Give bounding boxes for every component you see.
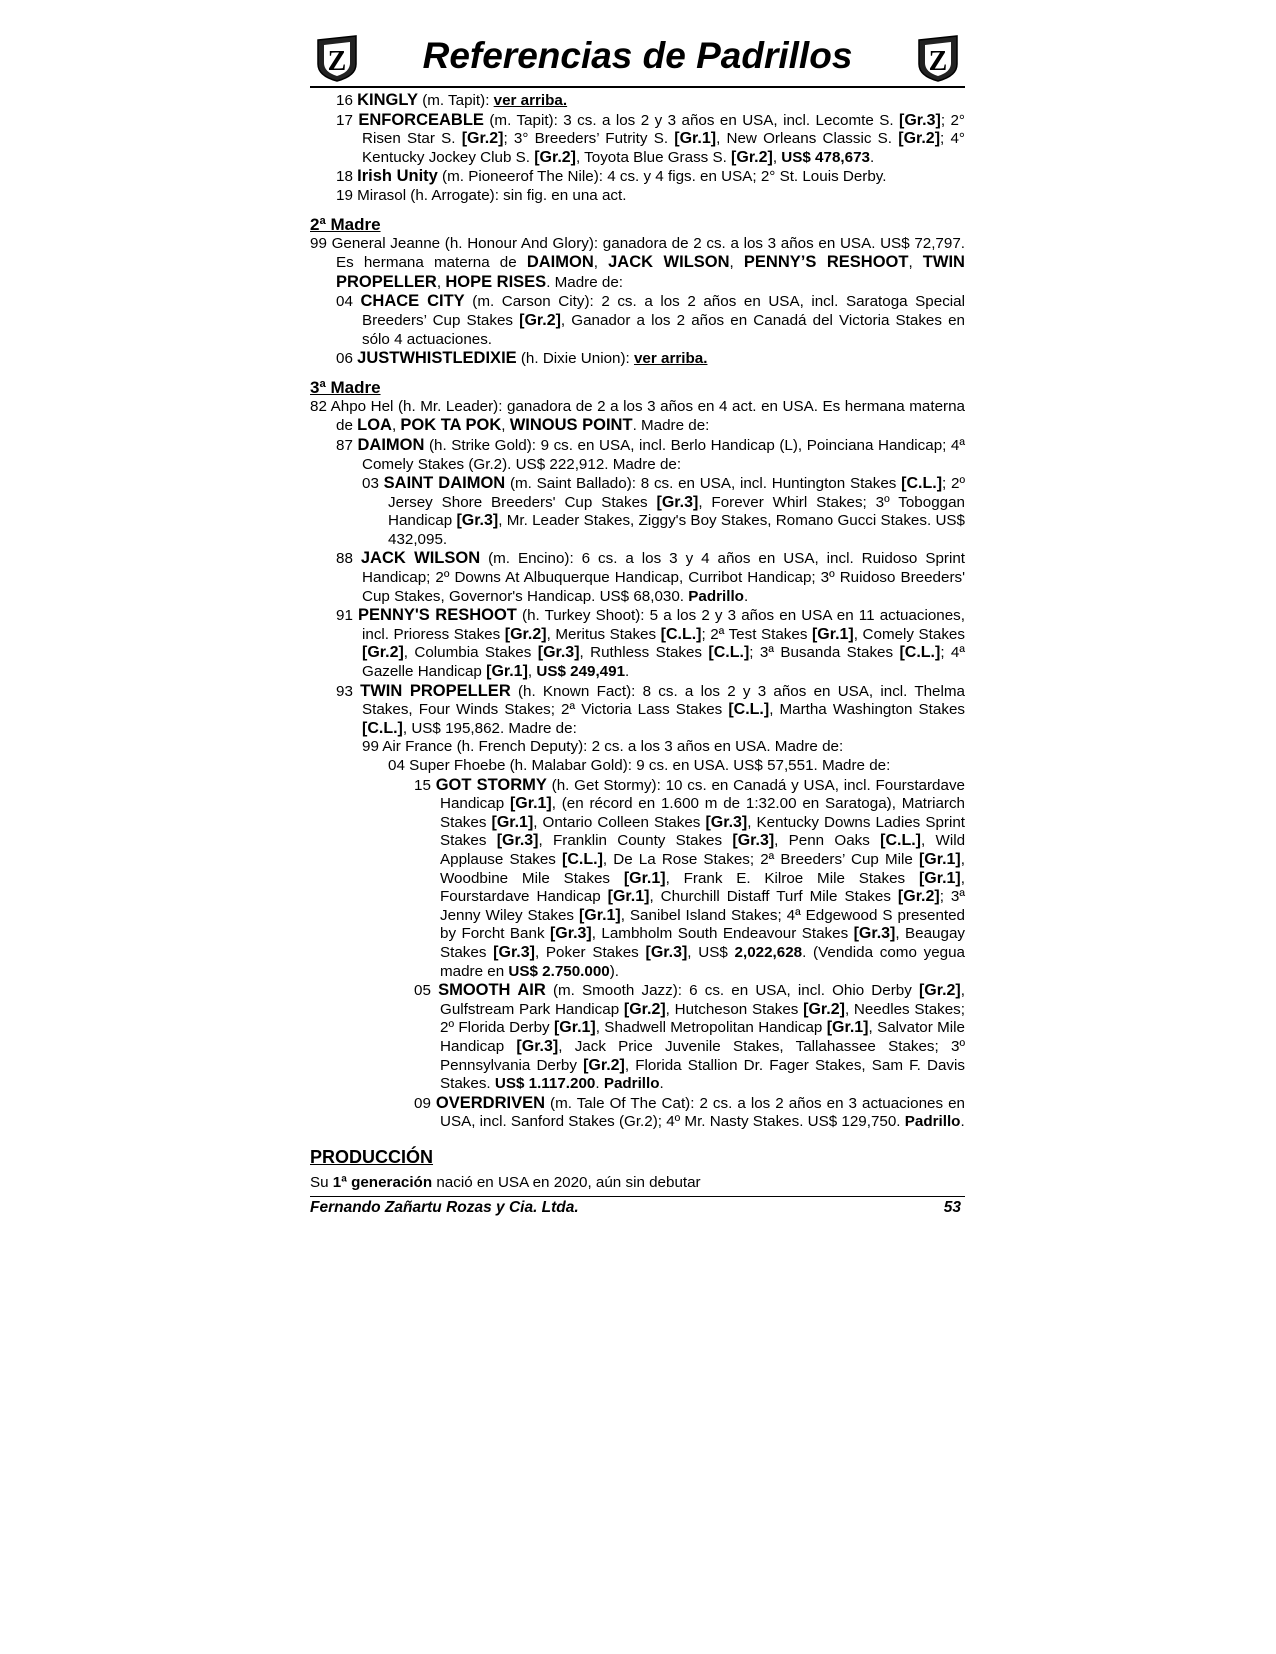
grade-label: [Gr.1] — [578, 906, 621, 924]
entry-text: , US$ — [687, 943, 735, 961]
offspring-entry: 99 Air France (h. French Deputy): 2 cs. a los 3 años en USA. Madre de: — [362, 738, 844, 756]
footer-company: Fernando Zañartu Rozas y Cia. Ltda. — [310, 1199, 579, 1216]
entry-text: , Jack Price Juvenile Stakes, Tallahassee Stakes; 3º Pennsylvania Derby — [440, 1037, 965, 1074]
grade-label: [Gr.2] — [897, 888, 940, 906]
offspring-entry: 91 PENNY'S RESHOOT (h. Turkey Shoot): 5 a los 2 y 3 años en USA en 11 actuaciones, incl. Prioress Stakes [Gr.2], Meritus Stakes [C.L.]; 2ª Test Stakes [Gr.1], Comely Stakes [Gr.2], Columbia Stakes [Gr.3], Ruthless Stakes [C.L.]; 3ª Busanda Stakes [C.L.]; 4ª Gazelle Handicap [Gr.1], US$ 249,491. — [336, 606, 965, 681]
offspring-entry: 18 Irish Unity (m. Pioneerof The Nile): 4 cs. y 4 figs. en USA; 2° St. Louis Derby. — [336, 167, 887, 186]
grade-label: [Gr.1] — [553, 1019, 596, 1037]
grade-label: [Gr.1] — [607, 888, 650, 906]
entry-text: . (Vendida como yegua madre en — [440, 943, 965, 980]
grade-label: [Gr.1] — [623, 869, 666, 887]
horse-name: Irish Unity — [357, 167, 438, 186]
grade-label: [Gr.1] — [918, 850, 961, 868]
dam-entry: 82 Ahpo Hel (h. Mr. Leader): ganadora de 2 a los 3 años en 4 act. en USA. Es hermana materna de LOA, POK TA POK, WINOUS POINT. Madre de: — [310, 397, 965, 435]
grade-label: [Gr.3] — [645, 943, 688, 961]
offspring-entry: 09 OVERDRIVEN (m. Tale Of The Cat): 2 cs. a los 2 años en 3 actuaciones en USA, incl. Sanford Stakes (Gr.2); 4º Mr. Nasty Stakes. US$ 129,750. Padrillo. — [414, 1093, 965, 1131]
horse-name: ENFORCEABLE — [358, 110, 484, 129]
offspring-entry: 88 JACK WILSON (m. Encino): 6 cs. a los 3 y 4 años en USA, incl. Ruidoso Sprint Handicap; 2º Downs At Albuquerque Handicap, Curribot Handicap; 3º Ruidoso Breeders' Cup Stakes, Governor's Handicap. US$ 68,030. Padrillo. — [336, 549, 965, 605]
bold-text: Padrillo — [603, 1075, 660, 1093]
entry-text: . — [595, 1075, 604, 1093]
offspring-entry: 17 ENFORCEABLE (m. Tapit): 3 cs. a los 2 y 3 años en USA, incl. Lecomte S. [Gr.3]; 2° Risen Star S. [Gr.2]; 3° Breeders’ Futrity S. [Gr.1], New Orleans Classic S. [Gr.2]; 4° Kentucky Jockey Club S. [Gr.2], Toyota Blue Grass S. [Gr.2], US$ 478,673. — [336, 110, 965, 166]
grade-label: [Gr.3] — [549, 925, 592, 943]
section-heading-produccion: PRODUCCIÓN — [310, 1146, 434, 1167]
dam-entry: 99 General Jeanne (h. Honour And Glory): ganadora de 2 cs. a los 3 años en USA. US$ 72,797. Es hermana materna de DAIMON, JACK WILSON, PENNY’S RESHOOT, TWIN PROPELLER, HOPE RISES. Madre de: — [310, 234, 965, 291]
grade-label: [Gr.1] — [826, 1019, 869, 1037]
offspring-entry: 15 GOT STORMY (h. Get Stormy): 10 cs. en Canadá y USA, incl. Fourstardave Handicap [Gr.1], (en récord en 1.600 m de 1:32.00 en Saratoga), Matriarch Stakes [Gr.1], Ontario Colleen Stakes [Gr.3], Kentucky Downs Ladies Sprint Stakes [Gr.3], Franklin County Stakes [Gr.3], Penn Oaks [C.L.], Wild Applause Stakes [C.L.], De La Rose Stakes; 2ª Breeders’ Cup Mile [Gr.1], Woodbine Mile Stakes [Gr.1], Frank E. Kilroe Mile Stakes [Gr.1], Fourstardave Handicap [Gr.1], Churchill Distaff Turf Mile Stakes [Gr.2]; 3ª Jenny Wiley Stakes [Gr.1], Sanibel Island Stakes; 4ª Edgewood S presented by Forcht Bank [Gr.3], Lambholm South Endeavour Stakes [Gr.3], Beaugay Stakes [Gr.3], Poker Stakes [Gr.3], US$ 2,022,628. (Vendida como yegua madre en US$ 2.750.000). — [414, 775, 966, 980]
entry-text: , Florida Stallion Dr. Fager Stakes, Sam F. Davis Stakes. — [440, 1056, 965, 1093]
entry-text: ; 3ª Jenny Wiley Stakes — [440, 888, 966, 924]
entry-text: , Churchill Distaff Turf Mile Stakes — [649, 888, 898, 906]
entry-text: (m. Smooth Jazz): 6 cs. en USA, incl. Ohio Derby — [545, 982, 919, 1000]
entry-text: , Shadwell Metropolitan Handicap — [595, 1019, 827, 1037]
bold-text: US$ 2.750.000 — [508, 962, 610, 980]
grade-label: [Gr.3] — [493, 943, 535, 961]
page-header — [310, 28, 965, 88]
svg-text:Z: Z — [327, 46, 347, 77]
shield-logo-icon — [915, 34, 961, 82]
bold-text: US$ 1.117.200 — [494, 1075, 596, 1093]
grade-label: [Gr.3] — [496, 832, 539, 850]
entry-text: , Sanibel Island Stakes; 4ª Edgewood S presented by Forcht Bank — [440, 906, 966, 943]
section-heading-second-dam: 2ª Madre — [310, 214, 381, 234]
grade-label: [Gr.3] — [853, 925, 896, 943]
offspring-entry: 04 CHACE CITY (m. Carson City): 2 cs. a los 2 años en USA, incl. Saratoga Special Breeders’ Cup Stakes [Gr.2], Ganador a los 2 años en Canadá del Victoria Stakes en sólo 4 actuaciones. — [336, 292, 965, 348]
grade-label: [Gr.2] — [583, 1056, 625, 1074]
offspring-entry: 05 SMOOTH AIR (m. Smooth Jazz): 6 cs. en USA, incl. Ohio Derby [Gr.2], Gulfstream Park Handicap [Gr.2], Hutcheson Stakes [Gr.2], Needles Stakes; 2º Florida Derby [Gr.1], Shadwell Metropolitan Handicap [Gr.1], Salvator Mile Handicap [Gr.3], Jack Price Juvenile Stakes, Tallahassee Stakes; 3º Pennsylvania Derby [Gr.2], Florida Stallion Dr. Fager Stakes, Sam F. Davis Stakes. US$ 1.117.200. Padrillo. — [414, 981, 965, 1093]
grade-label: [C.L.] — [880, 832, 921, 850]
ver-arriba-link[interactable]: ver arriba. — [633, 350, 708, 368]
grade-label: [Gr.3] — [705, 813, 748, 831]
grade-label: [Gr.1] — [491, 813, 534, 831]
grade-label: [Gr.3] — [516, 1037, 559, 1055]
entry-text: , Gulfstream Park Handicap — [440, 982, 965, 1018]
grade-label: [Gr.2] — [623, 1000, 666, 1018]
offspring-entry: 04 Super Fhoebe (h. Malabar Gold): 9 cs. en USA. US$ 57,551. Madre de: — [388, 757, 891, 774]
entry-text: , Frank E. Kilroe Mile Stakes — [665, 869, 919, 887]
offspring-entry: 06 JUSTWHISTLEDIXIE (h. Dixie Union): ver arriba. — [336, 349, 708, 368]
grade-label: [Gr.1] — [918, 869, 961, 887]
svg-text:Z: Z — [928, 46, 948, 77]
grade-label: [Gr.2] — [918, 982, 961, 1000]
page-footer — [310, 1196, 965, 1218]
entry-text: , De La Rose Stakes; 2ª Breeders’ Cup Mile — [602, 850, 919, 868]
section-heading-third-dam: 3ª Madre — [310, 377, 381, 397]
entry-text: , Fourstardave Handicap — [440, 869, 965, 906]
produccion-text: Su 1ª generación nació en USA en 2020, aún sin debutar — [310, 1174, 701, 1192]
entry-text: , Kentucky Downs Ladies Sprint Stakes — [440, 813, 965, 850]
offspring-entry: 87 DAIMON (h. Strike Gold): 9 cs. en USA, incl. Berlo Handicap (L), Poinciana Handicap; 4ª Comely Stakes (Gr.2). US$ 222,912. Madre de: — [336, 435, 965, 473]
entry-text: , Penn Oaks — [774, 832, 881, 850]
grade-label: [Gr.2] — [803, 1000, 845, 1018]
entry-text: , Woodbine Mile Stakes — [440, 850, 965, 887]
entry-text: , Lambholm South Endeavour Stakes — [591, 925, 854, 943]
grade-label: [Gr.3] — [732, 832, 775, 850]
grade-label: [C.L.] — [562, 850, 603, 868]
entry-text: , Beaugay Stakes — [440, 925, 965, 961]
offspring-entry: 19 Mirasol (h. Arrogate): sin fig. en una act. — [336, 186, 627, 204]
bold-text: Padrillo — [904, 1113, 961, 1131]
ver-arriba-link[interactable]: ver arriba. — [493, 92, 568, 109]
entry-text: , Wild Applause Stakes — [440, 832, 966, 868]
entry-text: ). — [609, 962, 620, 980]
entry-text: , Ontario Colleen Stakes — [533, 813, 706, 831]
grade-label: [Gr.1] — [509, 795, 552, 813]
entry-text: . — [960, 1113, 965, 1131]
offspring-entry: 16 KINGLY (m. Tapit): ver arriba. — [336, 91, 568, 109]
document-page — [310, 28, 966, 1216]
entry-text: , (en récord en 1.600 m de 1:32.00 en Saratoga), Matriarch Stakes — [440, 795, 965, 831]
entry-text: , Franklin County Stakes — [538, 832, 733, 850]
entry-text: . — [659, 1075, 664, 1093]
entry-text: , Hutcheson Stakes — [665, 1000, 804, 1018]
entry-text: , Needles Stakes; 2º Florida Derby — [440, 1000, 965, 1037]
page-number: 53 — [943, 1199, 961, 1216]
entry-text: , Poker Stakes — [534, 943, 646, 961]
offspring-entry: 93 TWIN PROPELLER (h. Known Fact): 8 cs. a los 2 y 3 años en USA, incl. Thelma Stakes, Four Winds Stakes; 2ª Victoria Lass Stakes [C.L.], Martha Washington Stakes [C.L.], US$ 195,862. Madre de: — [336, 681, 965, 737]
page-title: Referencias de Padrillos — [422, 35, 853, 76]
offspring-entry: 03 SAINT DAIMON (m. Saint Ballado): 8 cs. en USA, incl. Huntington Stakes [C.L.]; 2º Jersey Shore Breeders' Cup Stakes [Gr.3], Forever Whirl Stakes; 3º Toboggan Handicap [Gr.3], Mr. Leader Stakes, Ziggy's Boy Stakes, Romano Gucci Stakes. US$ 432,095. — [362, 474, 966, 548]
bold-text: 2,022,628 — [734, 943, 803, 961]
entry-text: , Salvator Mile Handicap — [440, 1019, 965, 1055]
horse-name: KINGLY — [357, 91, 418, 109]
entry-text: (m. Tale Of The Cat): 2 cs. a los 2 años en 3 actuaciones en USA, incl. Sanford Stakes (Gr.2); 4º Mr. Nasty Stakes. US$ 129,750. — [440, 1094, 965, 1131]
entry-text: (h. Get Stormy): 10 cs. en Canadá y USA, incl. Fourstardave Handicap — [440, 776, 965, 813]
